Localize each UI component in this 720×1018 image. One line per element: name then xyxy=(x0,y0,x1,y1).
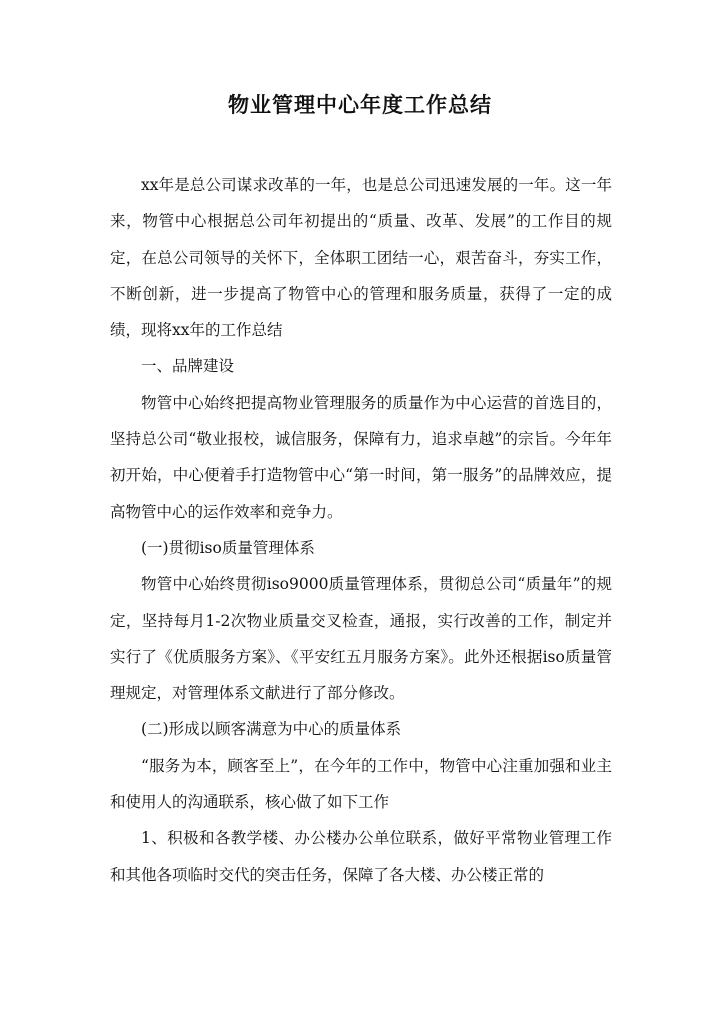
section-heading-brand: 一、品牌建设 xyxy=(141,357,235,376)
paragraph-item-1: 1、积极和各教学楼、办公楼办公单位联系，做好平常物业管理工作和其他各项临时交代的突击任务，保障了各大楼、办公楼正常的 xyxy=(110,829,612,884)
paragraph-iso: 物管中心始终贯彻iso9000质量管理体系，贯彻总公司“质量年”的规定，坚持每月1-2次物业质量交叉检查，通报，实行改善的工作，制定并实行了《优质服务方案》、《平安红五月服务方案》。此外还根据iso质量管理规定，对管理体系文献进行了部分修改。 xyxy=(110,575,612,703)
paragraph-customer: “服务为本，顾客至上”，在今年的工作中，物管中心注重加强和业主和使用人的沟通联系，核心做了如下工作 xyxy=(110,756,612,812)
document-body xyxy=(110,167,612,893)
document-title: 物业管理中心年度工作总结 xyxy=(228,92,492,117)
paragraph-intro: xx年是总公司谋求改革的一年，也是总公司迅速发展的一年。这一年来，物管中心根据总公司年初提出的“质量、改革、发展”的工作目的规定，在总公司领导的关怀下，全体职工团结一心，艰苦奋斗，夯实工作，不断创新，进一步提高了物管中心的管理和服务质量，获得了一定的成绩，现将xx年的工作总结 xyxy=(110,176,612,340)
paragraph-brand: 物管中心始终把提高物业管理服务的质量作为中心运营的首选目的，坚持总公司“敬业报校，诚信服务，保障有力，追求卓越”的宗旨。今年年初开始，中心便着手打造物管中心“第一时间，第一服务”的品牌效应，提高物管中心的运作效率和竞争力。 xyxy=(110,393,612,521)
subsection-heading-customer: (二)形成以顾客满意为中心的质量体系 xyxy=(141,720,402,739)
subsection-heading-iso: (一)贯彻iso质量管理体系 xyxy=(141,538,315,557)
